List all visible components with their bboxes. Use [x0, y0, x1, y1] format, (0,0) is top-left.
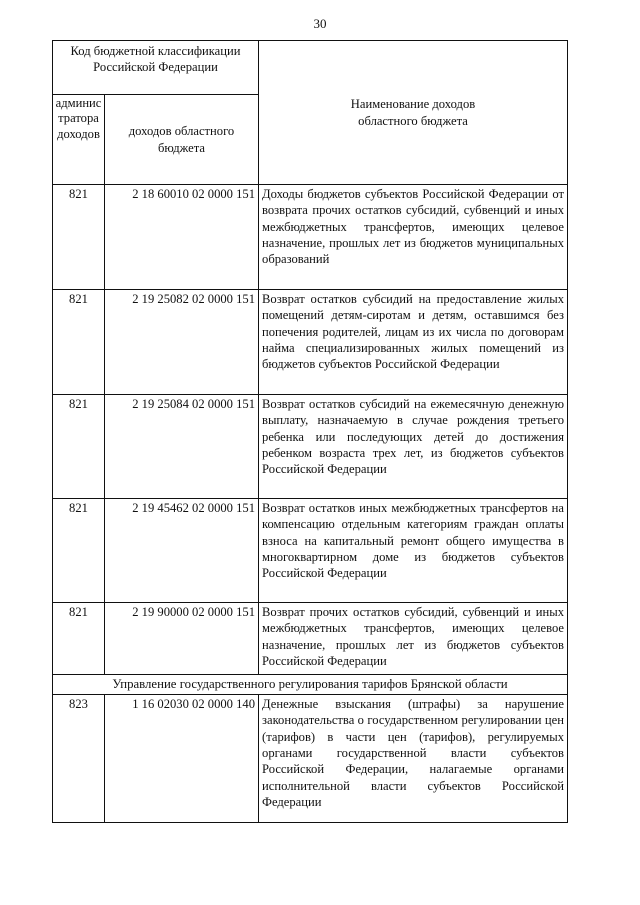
- budget-classification-table: [52, 40, 568, 823]
- income-code-cell: 2 19 25084 02 0000 151: [105, 395, 259, 499]
- admin-code-cell: 821: [53, 395, 105, 499]
- page-number: 30: [313, 16, 327, 31]
- income-name-cell: Возврат остатков субсидий на предоставление жилых помещений детям-сиротам и детям, оставшимся без попечения родителей, лицам из их числа по договорам найма специализированных жилых помещений из бюджетов субъектов Российской Федерации: [259, 290, 568, 395]
- header-income-column: [105, 95, 259, 185]
- header-admin-text: администратора доходов: [55, 96, 102, 141]
- header-name-column: [259, 41, 568, 185]
- admin-code-cell: 821: [53, 499, 105, 603]
- income-code-cell: 2 18 60010 02 0000 151: [105, 185, 259, 290]
- admin-code-cell: 823: [53, 695, 105, 823]
- income-name-cell: Возврат остатков иных межбюджетных трансфертов на компенсацию отдельным категориям граждан оплаты взноса на капитальный ремонт общего имущества в многоквартирном доме из бюджетов субъектов Российской Федерации: [259, 499, 568, 603]
- table-row: [53, 603, 568, 675]
- income-code-cell: 2 19 25082 02 0000 151: [105, 290, 259, 395]
- header-code-group: Код бюджетной классификации Российской Федерации: [53, 41, 259, 95]
- header-income-text: доходов областного бюджета: [128, 124, 235, 155]
- income-code-cell: 2 19 90000 02 0000 151: [105, 603, 259, 675]
- admin-code-cell: 821: [53, 185, 105, 290]
- income-name-cell: Возврат остатков субсидий на ежемесячную денежную выплату, назначаемую в случае рождения третьего ребенка или последующих детей до достижения ребенком возраста трех лет, из бюджетов субъектов Российской Федерации: [259, 395, 568, 499]
- table-row: [53, 185, 568, 290]
- income-code-cell: 1 16 02030 02 0000 140: [105, 695, 259, 823]
- section-title: Управление государственного регулирования тарифов Брянской области: [53, 675, 568, 695]
- income-name-cell: Доходы бюджетов субъектов Российской Федерации от возврата прочих остатков субсидий, субвенций и иных межбюджетных трансфертов, имеющих целевое назначение, прошлых лет из бюджетов муниципальных образований: [259, 185, 568, 290]
- admin-code-cell: 821: [53, 603, 105, 675]
- table-row: [53, 695, 568, 823]
- section-header-row: [53, 675, 568, 695]
- header-name-text: Наименование доходов областного бюджета: [350, 97, 476, 128]
- table-row: [53, 499, 568, 603]
- income-name-cell: Денежные взыскания (штрафы) за нарушение законодательства о государственном регулировании цен (тарифов) в части цен (тарифов), регулируемых органами государственной власти субъектов Российской Федерации, налагаемые органами исполнительной власти субъектов Российской Федерации: [259, 695, 568, 823]
- header-admin-column: [53, 95, 105, 185]
- table-row: [53, 290, 568, 395]
- table-row: [53, 395, 568, 499]
- income-code-cell: 2 19 45462 02 0000 151: [105, 499, 259, 603]
- admin-code-cell: 821: [53, 290, 105, 395]
- income-name-cell: Возврат прочих остатков субсидий, субвенций и иных межбюджетных трансфертов, имеющих целевое назначение, прошлых лет из бюджетов субъектов Российской Федерации: [259, 603, 568, 675]
